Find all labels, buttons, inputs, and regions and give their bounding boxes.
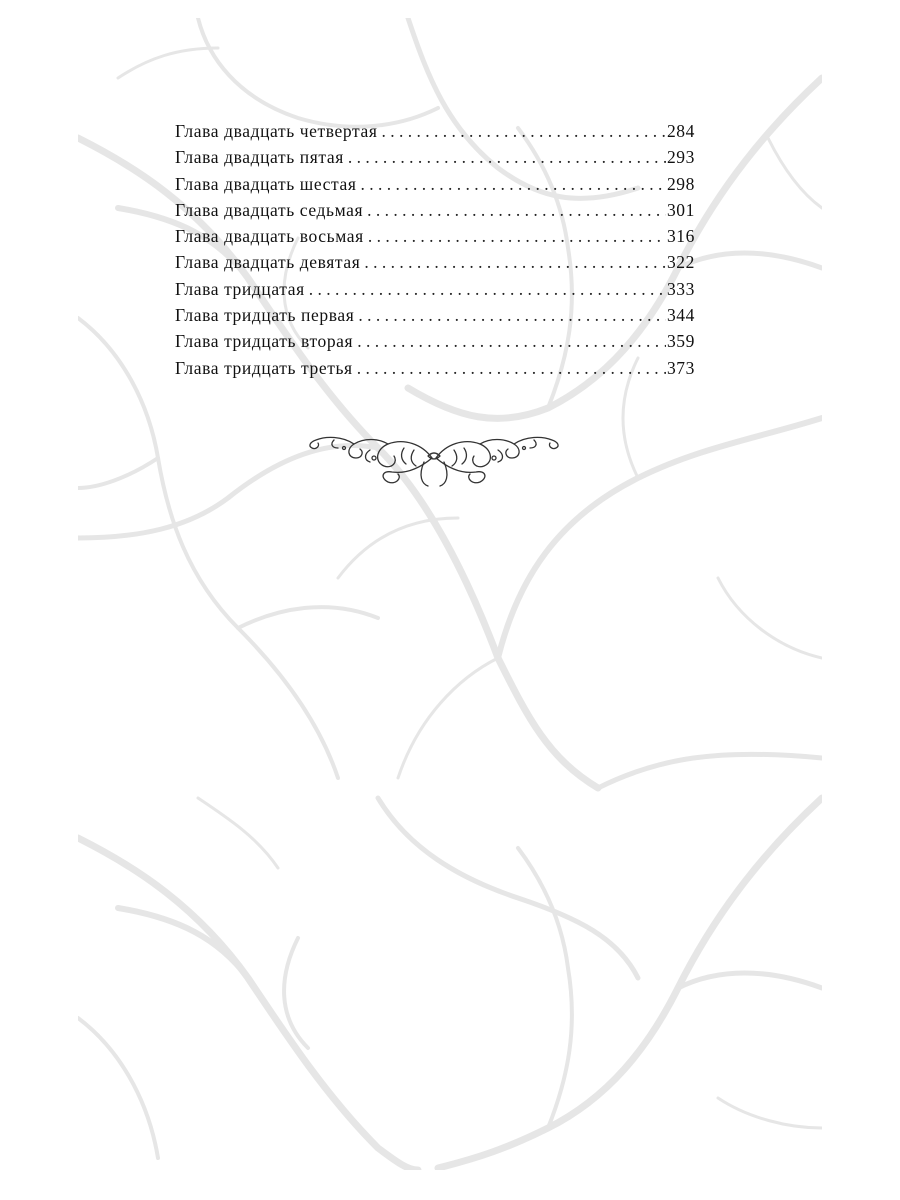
dot-leader — [367, 202, 666, 220]
page-number: 333 — [666, 278, 695, 299]
page-number: 373 — [666, 357, 695, 378]
dot-leader — [382, 123, 666, 141]
table-of-contents — [175, 121, 695, 384]
dot-leader — [364, 254, 666, 272]
chapter-title: Глава двадцать шестая — [175, 173, 357, 194]
page-number: 344 — [666, 305, 695, 326]
toc-entry — [175, 174, 695, 200]
page-number: 322 — [666, 252, 695, 273]
dot-leader — [368, 228, 666, 246]
dot-leader — [358, 307, 666, 325]
dot-leader — [309, 281, 666, 299]
chapter-title: Глава двадцать четвертая — [175, 121, 378, 141]
toc-entry — [175, 358, 695, 384]
chapter-title: Глава тридцать третья — [175, 357, 353, 378]
page-number: 284 — [666, 121, 695, 141]
page-number: 316 — [666, 226, 695, 247]
chapter-title: Глава тридцать вторая — [175, 331, 354, 352]
chapter-title: Глава двадцать восьмая — [175, 226, 364, 247]
toc-entry — [175, 226, 695, 252]
toc-entry — [175, 200, 695, 226]
toc-entry — [175, 331, 695, 357]
toc-entry — [175, 252, 695, 278]
page-number: 301 — [666, 199, 695, 220]
toc-entry — [175, 121, 695, 147]
chapter-title: Глава двадцать пятая — [175, 147, 344, 168]
chapter-title: Глава тридцать первая — [175, 305, 355, 326]
floral-flourish-icon — [304, 428, 564, 488]
chapter-title: Глава двадцать седьмая — [175, 199, 364, 220]
toc-entry — [175, 279, 695, 305]
toc-entry — [175, 147, 695, 173]
page-number: 298 — [666, 173, 695, 194]
page-number: 359 — [666, 331, 695, 352]
toc-entry — [175, 305, 695, 331]
dot-leader — [348, 149, 666, 167]
chapter-title: Глава тридцатая — [175, 278, 305, 299]
dot-leader — [357, 360, 666, 378]
dot-leader — [361, 176, 666, 194]
page-number: 293 — [666, 147, 695, 168]
dot-leader — [357, 333, 666, 351]
chapter-title: Глава двадцать девятая — [175, 252, 361, 273]
